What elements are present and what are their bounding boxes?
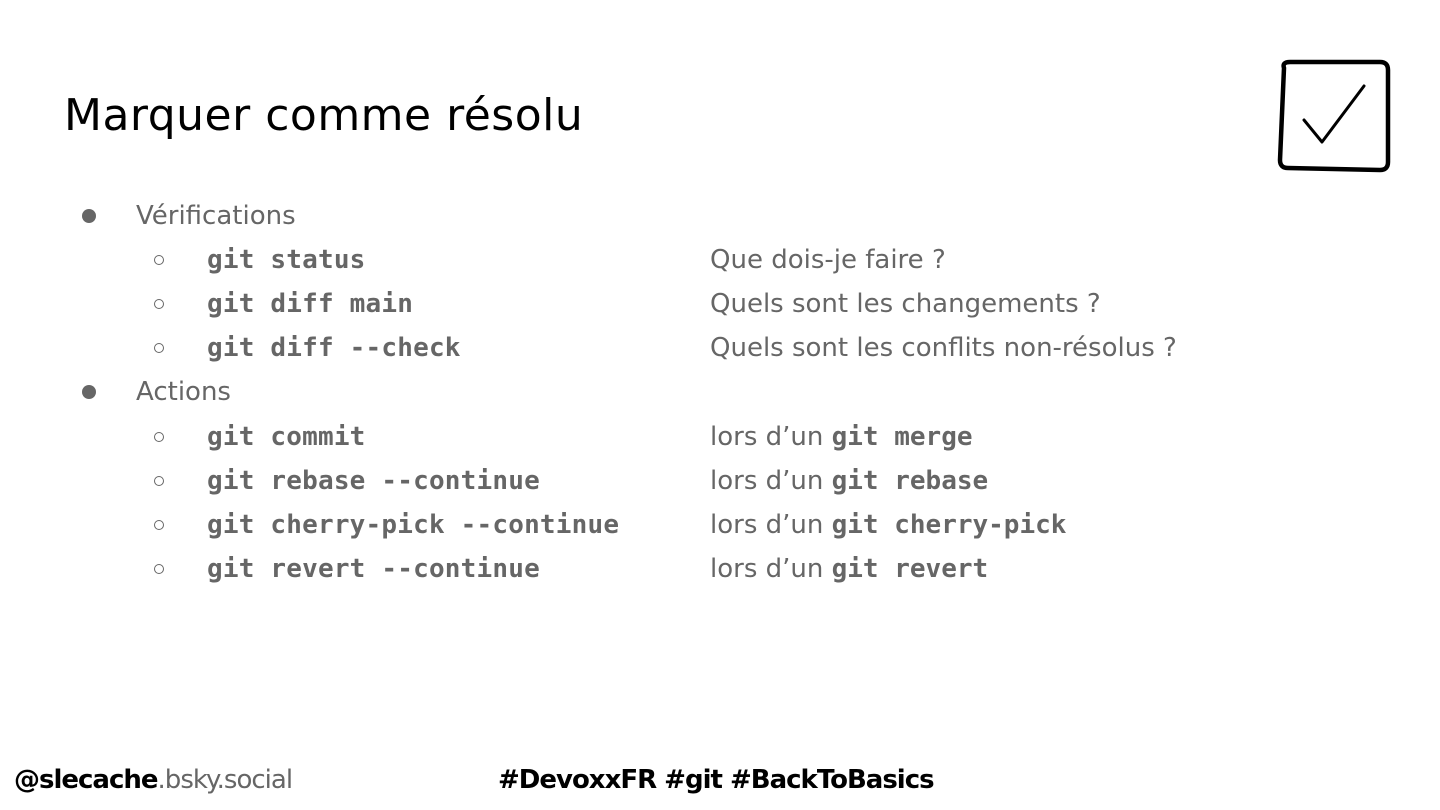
section-verifications (0, 199, 1440, 235)
command-text: git diff --check (207, 333, 461, 363)
slide-title: Marquer comme résolu (64, 90, 584, 141)
author-domain: .bsky.social (157, 765, 293, 795)
description-prefix: lors d’un (710, 510, 832, 540)
sub-bullet-icon (154, 299, 164, 309)
author-handle: @slecache (14, 765, 158, 795)
sub-bullet-icon (154, 520, 164, 530)
description-text (710, 464, 988, 498)
description-code: git cherry-pick (831, 510, 1067, 540)
description-text: Quels sont les changements ? (710, 289, 1101, 319)
description-code: git rebase (831, 466, 989, 496)
command-text: git status (207, 245, 366, 275)
footer-author (14, 762, 292, 798)
list-item (0, 243, 1440, 279)
description-code: git merge (831, 422, 973, 452)
description-text: Quels sont les conflits non-résolus ? (710, 333, 1177, 363)
bullet-icon (82, 385, 96, 399)
list-item (0, 420, 1440, 456)
command-text: git cherry-pick --continue (207, 510, 620, 540)
description-text: Que dois-je faire ? (710, 245, 946, 275)
list-item (0, 464, 1440, 500)
list-item (0, 331, 1440, 367)
section-actions (0, 375, 1440, 411)
command-text: git commit (207, 422, 366, 452)
list-item (0, 508, 1440, 544)
list-item (0, 552, 1440, 588)
sub-bullet-icon (154, 432, 164, 442)
bullet-icon (82, 209, 96, 223)
list-item (0, 287, 1440, 323)
sub-bullet-icon (154, 476, 164, 486)
description-text (710, 552, 988, 586)
description-text (710, 508, 1066, 542)
section-label: Vérifications (136, 201, 296, 231)
footer-hashtags: #DevoxxFR #git #BackToBasics (498, 765, 934, 795)
sub-bullet-icon (154, 564, 164, 574)
description-code: git revert (831, 554, 989, 584)
command-text: git rebase --continue (207, 466, 540, 496)
command-text: git revert --continue (207, 554, 540, 584)
sub-bullet-icon (154, 255, 164, 265)
description-prefix: lors d’un (710, 554, 832, 584)
sub-bullet-icon (154, 343, 164, 353)
command-text: git diff main (207, 289, 414, 319)
description-text (710, 420, 973, 454)
description-prefix: lors d’un (710, 422, 832, 452)
description-prefix: lors d’un (710, 466, 832, 496)
section-label: Actions (136, 377, 231, 407)
checkbox-checked-icon (1276, 58, 1392, 174)
